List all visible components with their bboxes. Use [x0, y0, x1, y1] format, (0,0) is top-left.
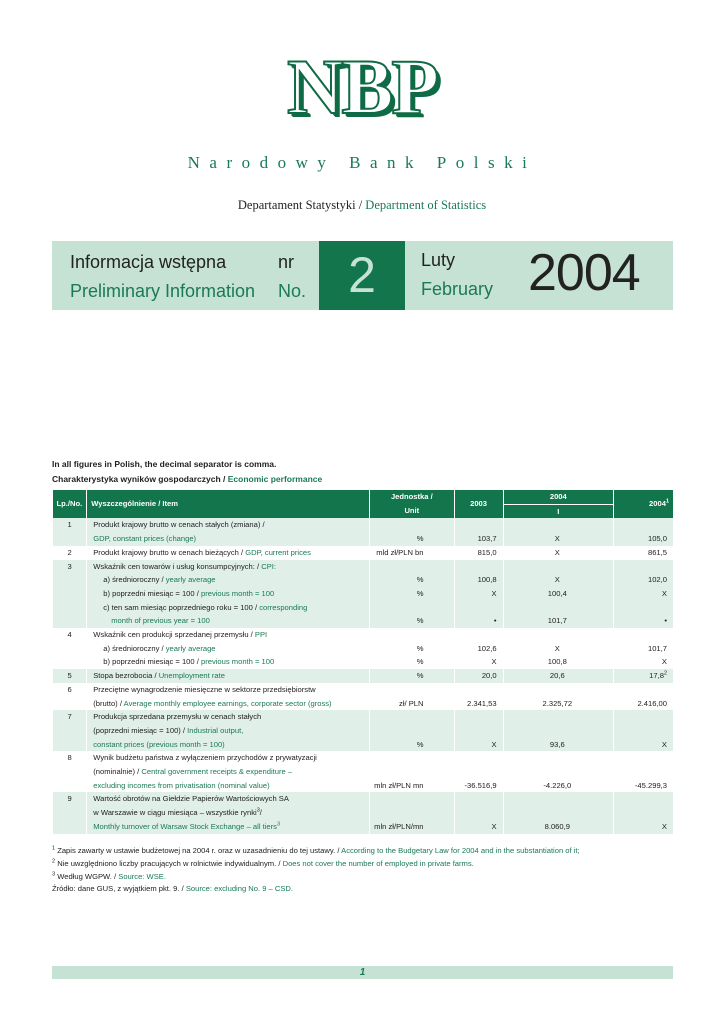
- value-2004-jan: 101,7: [503, 614, 613, 628]
- nbp-logo: [0, 43, 724, 130]
- row-item-text: [93, 808, 262, 817]
- value-2004-annual: [614, 601, 673, 615]
- value-2004-annual: [614, 765, 673, 779]
- value-2004-annual-text: 105,0: [647, 534, 667, 544]
- row-number: 7: [53, 710, 87, 724]
- item-pl: Stopa bezrobocia /: [93, 671, 157, 681]
- table-row: [53, 751, 674, 765]
- value-2004-jan: [503, 628, 613, 642]
- item-pl: c) ten sam miesiąc poprzedniego roku = 100 /: [103, 602, 258, 612]
- value-2003: 2.341,53: [454, 697, 503, 711]
- issue-number: 2: [319, 241, 405, 310]
- title-en: Preliminary Information: [70, 281, 256, 301]
- footnote-mark: 2: [52, 858, 56, 865]
- value-2004-jan: X: [503, 546, 613, 560]
- footnote-en: Does not cover the number of employed in private farms.: [282, 859, 474, 868]
- title-pl: Informacja wstępna: [70, 252, 227, 272]
- caption-pl: Charakterystyka wyników gospodarczych /: [52, 474, 226, 484]
- caption-en: Economic performance: [227, 474, 323, 484]
- source-note: [52, 884, 293, 893]
- row-item: [87, 573, 370, 587]
- row-unit: %: [370, 642, 454, 656]
- value-2004-annual: [614, 751, 673, 765]
- value-2004-annual-text: X: [661, 821, 667, 831]
- footnote-pl: Zapis zawarty w ustawie budżetowej na 2004 r. oraz w uzasadnieniu do tej ustawy. /: [57, 846, 340, 855]
- value-2004-annual-text: 861,5: [647, 547, 667, 557]
- table-row: [53, 792, 674, 806]
- table-caption: [52, 474, 322, 484]
- item-en: previous month = 100: [200, 657, 275, 667]
- row-number: [53, 573, 87, 587]
- value-2004-annual: [614, 806, 673, 820]
- item-pl: Przeciętne wynagrodzenie miesięczne w sektorze przedsiębiorstw: [93, 684, 316, 694]
- month-en: February: [421, 279, 494, 299]
- row-item-text: [93, 794, 289, 803]
- row-unit: %: [370, 573, 454, 587]
- value-2004-jan: [503, 765, 613, 779]
- value-2003: X: [454, 587, 503, 601]
- item-pl: (brutto) /: [93, 698, 122, 708]
- row-item-text: [93, 767, 292, 776]
- item-pl: Produkt krajowy brutto w cenach stałych (zmiana) /: [93, 520, 265, 530]
- value-2003: [454, 710, 503, 724]
- row-item: [87, 560, 370, 574]
- row-item-text: [93, 726, 243, 735]
- row-number: [53, 738, 87, 752]
- row-item: [87, 710, 370, 724]
- table-row: [53, 738, 674, 752]
- item-footnote-mark: 3: [256, 807, 260, 814]
- row-item-text: [93, 822, 280, 831]
- value-2004-annual-text: •: [664, 616, 667, 626]
- value-2004-jan: [503, 806, 613, 820]
- value-2004-annual: [614, 738, 673, 752]
- value-2004-annual-text: X: [661, 657, 667, 667]
- row-item: [87, 724, 370, 738]
- row-item: [87, 792, 370, 806]
- value-2004-annual: [614, 546, 673, 560]
- value-2003: [454, 628, 503, 642]
- value-2004-annual: [614, 697, 673, 711]
- value-2003: -36.516,9: [454, 779, 503, 793]
- row-unit: [370, 683, 454, 697]
- header-2003: 2003: [454, 490, 503, 518]
- row-item: [87, 614, 370, 628]
- item-en: CPI:: [261, 561, 277, 571]
- logo-text: NBP: [287, 43, 437, 130]
- footnote-pl: Według WGPW. /: [57, 872, 117, 881]
- row-unit: [370, 628, 454, 642]
- value-2004-jan: 100,8: [503, 655, 613, 669]
- row-item: [87, 820, 370, 834]
- row-number: 9: [53, 792, 87, 806]
- item-en: Industrial output,: [187, 725, 244, 735]
- value-2004-annual: [614, 642, 673, 656]
- item-pl-tail: /: [259, 808, 262, 818]
- item-en: excluding incomes from privatisation (nominal value): [93, 780, 270, 790]
- value-2004-jan: [503, 724, 613, 738]
- value-2004-annual: [614, 614, 673, 628]
- row-unit: [370, 518, 454, 532]
- row-number: [53, 779, 87, 793]
- value-2004-annual-text: 2.416,00: [637, 698, 667, 708]
- department-pl: Departament Statystyki /: [237, 198, 363, 212]
- page-footer: [52, 966, 673, 979]
- value-2003: 103,7: [454, 532, 503, 546]
- row-item-text: [93, 712, 261, 721]
- item-en: Monthly turnover of Warsaw Stock Exchange – all tiers: [93, 821, 277, 831]
- value-2004-annual: [614, 518, 673, 532]
- value-2004-annual-text: X: [661, 739, 667, 749]
- row-unit: [370, 724, 454, 738]
- table-row: [53, 601, 674, 615]
- row-item: [87, 587, 370, 601]
- month-pl: Luty: [421, 250, 456, 270]
- row-unit: mln zł/PLN/mn: [370, 820, 454, 834]
- row-item: [87, 601, 370, 615]
- item-pl: a) średnioroczny /: [103, 643, 164, 653]
- item-pl: (poprzedni miesiąc = 100) /: [93, 725, 186, 735]
- value-2004-jan: -4.226,0: [503, 779, 613, 793]
- row-number: [53, 697, 87, 711]
- row-item-text: [93, 520, 264, 529]
- value-2003: [454, 765, 503, 779]
- value-2004-annual-text: X: [661, 588, 667, 598]
- row-unit: [370, 601, 454, 615]
- row-unit: [370, 560, 454, 574]
- value-2004-annual: [614, 587, 673, 601]
- row-unit: %: [370, 738, 454, 752]
- value-2004-annual-text: 102,0: [647, 575, 667, 585]
- value-2004-annual-text: 17,8: [649, 671, 664, 681]
- value-2003: [454, 724, 503, 738]
- row-unit: mld zł/PLN bn: [370, 546, 454, 560]
- footnote-1: [52, 846, 580, 855]
- item-pl: (nominalnie) /: [93, 767, 140, 777]
- row-item: [87, 751, 370, 765]
- header-2004-footnote: 1: [665, 498, 669, 505]
- item-en: Central government receipts & expenditure –: [141, 767, 293, 777]
- row-item-text: [93, 740, 224, 749]
- value-2004-annual: [614, 779, 673, 793]
- row-item: [87, 697, 370, 711]
- value-2003: [454, 792, 503, 806]
- row-unit: [370, 765, 454, 779]
- footnote-mark: 1: [52, 845, 56, 852]
- row-number: [53, 642, 87, 656]
- department-en: Department of Statistics: [365, 198, 487, 212]
- table-row: [53, 628, 674, 642]
- decimal-note: In all figures in Polish, the decimal separator is comma.: [52, 459, 277, 469]
- row-item: [87, 655, 370, 669]
- page-number: 1: [359, 967, 366, 978]
- row-number: [53, 655, 87, 669]
- value-2004-jan: [503, 683, 613, 697]
- value-2004-jan: X: [503, 573, 613, 587]
- row-item: [87, 546, 370, 560]
- item-en: Unemployment rate: [158, 671, 225, 681]
- value-2004-annual: [614, 669, 673, 683]
- row-item: [87, 765, 370, 779]
- value-2004-jan: 20,6: [503, 669, 613, 683]
- row-number: [53, 724, 87, 738]
- row-unit: [370, 806, 454, 820]
- row-number: 6: [53, 683, 87, 697]
- row-number: [53, 806, 87, 820]
- value-2004-jan: [503, 710, 613, 724]
- row-number: 5: [53, 669, 87, 683]
- value-2003: [454, 751, 503, 765]
- value-2004-annual: [614, 532, 673, 546]
- row-item-text: [93, 614, 210, 628]
- issue-year: 2004: [528, 244, 640, 302]
- value-2003: •: [454, 614, 503, 628]
- footnote-en: Source: excluding No. 9 – CSD.: [185, 884, 294, 893]
- row-item-text: [93, 753, 317, 762]
- value-2003: X: [454, 820, 503, 834]
- row-number: 3: [53, 560, 87, 574]
- table-row: [53, 724, 674, 738]
- row-number: [53, 587, 87, 601]
- table-row: [53, 532, 674, 546]
- value-2004-annual: [614, 710, 673, 724]
- value-2004-annual: [614, 820, 673, 834]
- value-2004-annual-text: -45.299,3: [634, 780, 667, 790]
- row-item: [87, 738, 370, 752]
- row-number: [53, 820, 87, 834]
- row-item-text: [93, 587, 274, 601]
- row-number: [53, 532, 87, 546]
- row-unit: %: [370, 614, 454, 628]
- value-2004-jan: [503, 560, 613, 574]
- item-en: Average monthly employee earnings, corporate sector (gross): [123, 698, 332, 708]
- value-2003: X: [454, 738, 503, 752]
- item-pl: w Warszawie w ciągu miesiąca – wszystkie rynki: [93, 808, 257, 818]
- row-item: [87, 806, 370, 820]
- row-number: 8: [53, 751, 87, 765]
- row-number: [53, 614, 87, 628]
- row-unit: [370, 792, 454, 806]
- row-item-text: [93, 534, 196, 543]
- header-item: Wyszczególnienie / Item: [87, 490, 370, 518]
- item-footnote-mark: 3: [276, 821, 281, 828]
- header-lp: Lp./No.: [53, 490, 87, 518]
- value-2003: [454, 806, 503, 820]
- value-2004-jan: 2.325,72: [503, 697, 613, 711]
- row-number: 1: [53, 518, 87, 532]
- item-en: yearly average: [165, 575, 216, 585]
- row-item: [87, 642, 370, 656]
- value-2003: [454, 683, 503, 697]
- item-pl: Wskaźnik cen towarów i usług konsumpcyjnych: /: [93, 561, 260, 571]
- value-2004-jan: 93,6: [503, 738, 613, 752]
- table-row: [53, 669, 674, 683]
- footnote-2: [52, 859, 474, 868]
- economic-performance-table: [52, 490, 673, 834]
- row-item-text: [93, 655, 274, 669]
- item-en: GDP, constant prices (change): [93, 534, 197, 544]
- item-en: PPI: [254, 630, 268, 640]
- item-pl: Produkcja sprzedana przemysłu w cenach stałych: [93, 712, 262, 722]
- value-2003: 100,8: [454, 573, 503, 587]
- header-2004: 2004: [503, 490, 613, 504]
- table-row: [53, 779, 674, 793]
- bank-name: Narodowy Bank Polski: [187, 153, 537, 172]
- value-2004-jan: [503, 601, 613, 615]
- table-row: [53, 587, 674, 601]
- value-2003: [454, 518, 503, 532]
- value-2004-jan: X: [503, 532, 613, 546]
- value-2004-jan: [503, 792, 613, 806]
- header-2004-annual-label: 2004: [649, 499, 666, 509]
- row-item-text: [93, 671, 225, 680]
- row-unit: [370, 710, 454, 724]
- table-row: [53, 655, 674, 669]
- row-item-text: [93, 699, 331, 708]
- footnote-en: According to the Budgetary Law for 2004 and in the substantiation of it;: [341, 846, 580, 855]
- value-2003: [454, 601, 503, 615]
- item-en: constant prices (previous month = 100): [93, 739, 225, 749]
- header-2004-annual: [614, 490, 673, 518]
- item-pl: Wynik budżetu państwa z wyłączeniem przychodów z prywatyzacji: [93, 753, 317, 763]
- row-item: [87, 669, 370, 683]
- value-2004-jan: X: [503, 642, 613, 656]
- table-row: [53, 546, 674, 560]
- item-en: previous month = 100: [200, 588, 275, 598]
- row-number: [53, 765, 87, 779]
- table-row: [53, 806, 674, 820]
- header-unit-1: Jednostka /: [370, 490, 454, 504]
- row-item-text: [93, 562, 276, 571]
- value-2003: X: [454, 655, 503, 669]
- value-2003: 102,6: [454, 642, 503, 656]
- footnote-pl: Nie uwzględniono liczby pracujących w rolnictwie indywidualnym. /: [57, 859, 281, 868]
- row-item-text: [93, 642, 215, 656]
- table-row: [53, 642, 674, 656]
- value-2003: 815,0: [454, 546, 503, 560]
- item-pl: a) średnioroczny /: [103, 575, 164, 585]
- nr-en: No.: [278, 281, 307, 301]
- table-row: [53, 518, 674, 532]
- department: [0, 198, 724, 213]
- table-row: [53, 765, 674, 779]
- table-row: [53, 710, 674, 724]
- row-number: [53, 601, 87, 615]
- table-row: [53, 614, 674, 628]
- row-number: 2: [53, 546, 87, 560]
- value-2004-annual: [614, 573, 673, 587]
- value-2004-annual: [614, 560, 673, 574]
- value-2003: 20,0: [454, 669, 503, 683]
- value-2004-annual: [614, 683, 673, 697]
- item-en: month of previous year = 100: [111, 616, 210, 626]
- value-2004-annual: [614, 628, 673, 642]
- footnote-3: [52, 872, 166, 881]
- value-2004-annual-text: 101,7: [647, 643, 667, 653]
- row-unit: mln zł/PLN mn: [370, 779, 454, 793]
- item-pl: b) poprzedni miesiąc = 100 /: [103, 588, 199, 598]
- footnote-en: Source: WSE.: [118, 872, 166, 881]
- footnote-mark: 3: [52, 871, 56, 878]
- row-item-text: [93, 548, 311, 557]
- row-unit: zł/ PLN: [370, 697, 454, 711]
- table-row: [53, 573, 674, 587]
- item-pl: Produkt krajowy brutto w cenach bieżących /: [93, 547, 244, 557]
- title-band: [52, 241, 673, 310]
- row-item: [87, 518, 370, 532]
- value-2003: [454, 560, 503, 574]
- row-item: [87, 532, 370, 546]
- footnote-pl: Źródło: dane GUS, z wyjątkiem pkt. 9. /: [52, 884, 184, 893]
- row-item-text: [93, 781, 269, 790]
- header-month: I: [503, 504, 613, 518]
- row-item-text: [93, 685, 315, 694]
- item-en: GDP, current prices: [245, 547, 311, 557]
- item-en: corresponding: [259, 602, 308, 612]
- table-row: [53, 560, 674, 574]
- nr-pl: nr: [278, 252, 295, 272]
- row-item-text: [93, 573, 215, 587]
- value-2004-jan: [503, 518, 613, 532]
- row-number: 4: [53, 628, 87, 642]
- table-row: [53, 820, 674, 834]
- row-item: [87, 779, 370, 793]
- table-row: [53, 683, 674, 697]
- value-2004-jan: [503, 751, 613, 765]
- value-footnote-mark: 2: [663, 670, 667, 677]
- row-item-text: [93, 630, 267, 639]
- table-row: [53, 697, 674, 711]
- row-item: [87, 683, 370, 697]
- value-2004-annual: [614, 655, 673, 669]
- value-2004-annual: [614, 724, 673, 738]
- item-en: yearly average: [165, 643, 216, 653]
- row-unit: %: [370, 587, 454, 601]
- item-pl: Wskaźnik cen produkcji sprzedanej przemysłu /: [93, 630, 253, 640]
- header-unit-2: Unit: [370, 504, 454, 518]
- row-unit: %: [370, 532, 454, 546]
- item-pl: Wartość obrotów na Giełdzie Papierów Wartościowych SA: [93, 794, 289, 804]
- item-pl: b) poprzedni miesiąc = 100 /: [103, 657, 199, 667]
- value-2004-jan: 8.060,9: [503, 820, 613, 834]
- row-unit: [370, 751, 454, 765]
- value-2004-jan: 100,4: [503, 587, 613, 601]
- row-item: [87, 628, 370, 642]
- value-2004-annual: [614, 792, 673, 806]
- row-unit: %: [370, 655, 454, 669]
- row-item-text: [93, 601, 307, 615]
- row-unit: %: [370, 669, 454, 683]
